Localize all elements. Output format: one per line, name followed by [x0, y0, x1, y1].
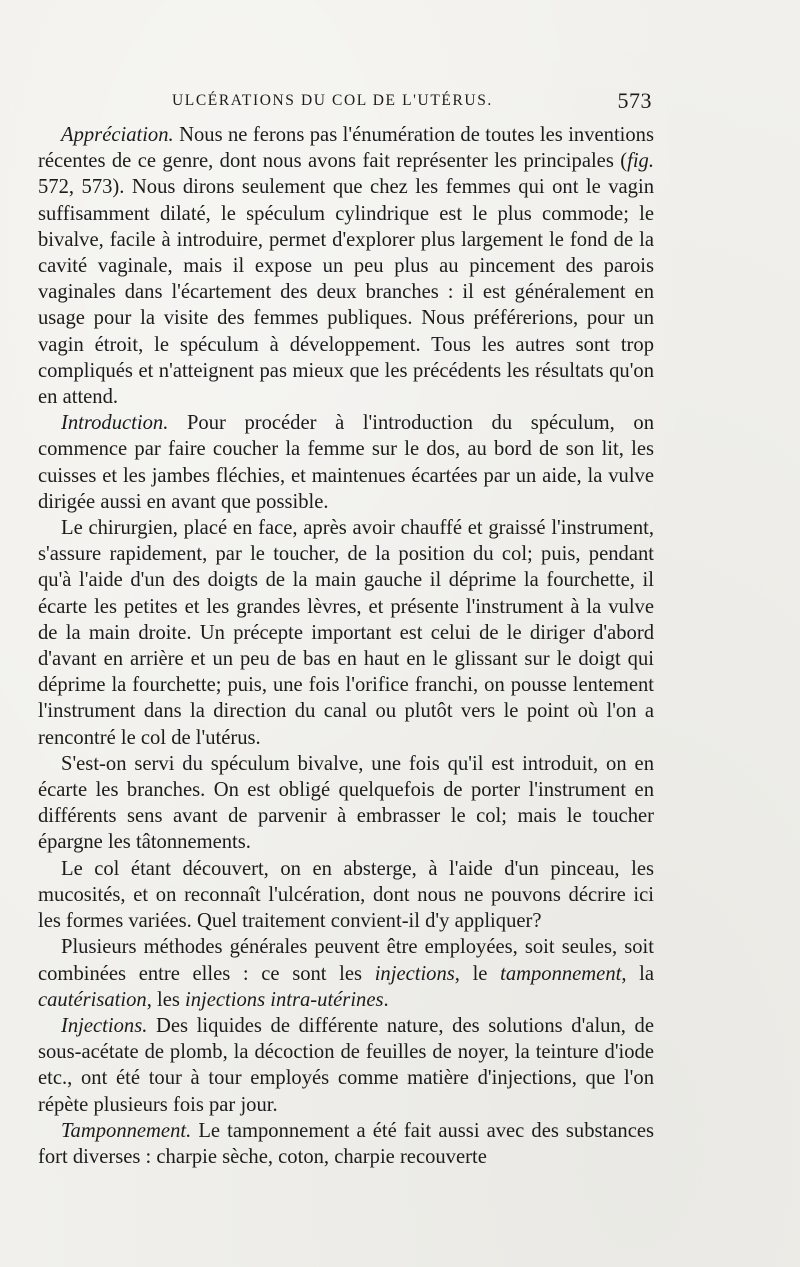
figure-reference: fig.: [627, 150, 654, 173]
paragraph-text: Pour procéder à l'introduction du spéculum, on commence par faire coucher la femme sur le dos, au bord de son lit, les cuisses et les jambes fléchies, et maintenues écartées par un aide, la vulve dirigée aussi en avant que possible.: [38, 412, 654, 513]
separator: , le: [454, 962, 501, 985]
paragraph-bivalve: S'est-on servi du spéculum bivalve, une fois qu'il est introduit, on en écarte les branches. On est obligé quelquefois de porter l'instrument en différents sens avant de parvenir à embrasser le col; mais le toucher épargne les tâtonnements.: [38, 752, 654, 854]
body-text: [38, 122, 654, 1170]
separator: , la: [621, 962, 654, 985]
paragraph-chirurgien: Le chirurgien, placé en face, après avoir chauffé et graissé l'instrument, s'assure rapidement, par le toucher, de la position du col; puis, pendant qu'à l'aide d'un des doigts de la main gauche il déprime la fourchette, il écarte les petites et les grandes lèvres, et présente l'instrument à la vulve de la main droite. Un précepte important est celui de le diriger d'abord d'avant en arrière et un peu de bas en haut en le glissant sur le doigt qui déprime la fourchette; puis, une fois l'orifice franchi, on pousse lentement l'instrument dans la direction du canal ou plutôt vers le point où l'on a rencontré le col de l'utérus.: [38, 517, 654, 749]
term-cauterisation: cautérisation: [38, 988, 147, 1011]
paragraph-text: Des liquides de différente nature, des solutions d'alun, de sous-acétate de plomb, la décoction de feuilles de noyer, la teinture d'iode etc., ont été tour à tour employés comme matière d'injections, que l'on répète plusieurs fois par jour.: [38, 1014, 654, 1116]
paragraph-lead: Appréciation.: [61, 124, 174, 146]
separator: , les: [146, 988, 186, 1011]
paragraph-lead: Tamponnement.: [61, 1119, 192, 1142]
paragraph-text: Nous ne ferons pas l'énumération de toutes les inventions récentes de ce genre, dont nous avons fait représenter les principales (: [38, 124, 654, 173]
paragraph-tamponnement: [38, 1118, 654, 1170]
paragraph-methodes: [38, 934, 654, 1013]
term-injections-intra-uterines: injections intra-utérines: [185, 988, 384, 1011]
paragraph-text: Plusieurs méthodes générales peuvent être employées, soit seules, soit combinées entre elles : ce sont les: [38, 936, 654, 985]
paragraph-appreciation: [38, 122, 654, 410]
paragraph-lead: Injections.: [61, 1014, 148, 1037]
running-title: ULCÉRATIONS DU COL DE L'UTÉRUS.: [172, 92, 493, 109]
paragraph-lead: Introduction.: [61, 412, 169, 435]
separator: .: [383, 988, 389, 1011]
term-tamponnement: tamponnement: [500, 962, 622, 985]
term-injections: injections: [374, 962, 455, 985]
page-number: 573: [617, 88, 652, 113]
paragraph-introduction: [38, 410, 654, 515]
paragraph-text: Le tamponnement a été fait aussi avec des substances fort diverses : charpie sèche, coton, charpie recouverte: [38, 1119, 654, 1168]
paragraph-col-decouvert: Le col étant découvert, on en absterge, à l'aide d'un pinceau, les mucosités, et on reconnaît l'ulcération, dont nous ne pouvons décrire ici les formes variées. Quel traitement convient-il d'y appliquer?: [38, 857, 654, 933]
paragraph-injections: [38, 1013, 654, 1118]
running-head: [172, 86, 652, 116]
paragraph-text: 572, 573). Nous dirons seulement que chez les femmes qui ont le vagin suffisamment dilaté, le spéculum cylindrique est le plus commode; le bivalve, facile à introduire, permet d'explorer plus largement le fond de la cavité vaginale, mais il expose un peu plus au pincement des parois vaginales dans l'écartement des deux branches : il est généralement en usage pour la visite des femmes publiques. Nous préférerions, pour un vagin étroit, le spéculum à développement. Tous les autres sont trop compliqués et n'atteignent pas mieux que les précédents les résultats qu'on en attend.: [38, 176, 654, 409]
